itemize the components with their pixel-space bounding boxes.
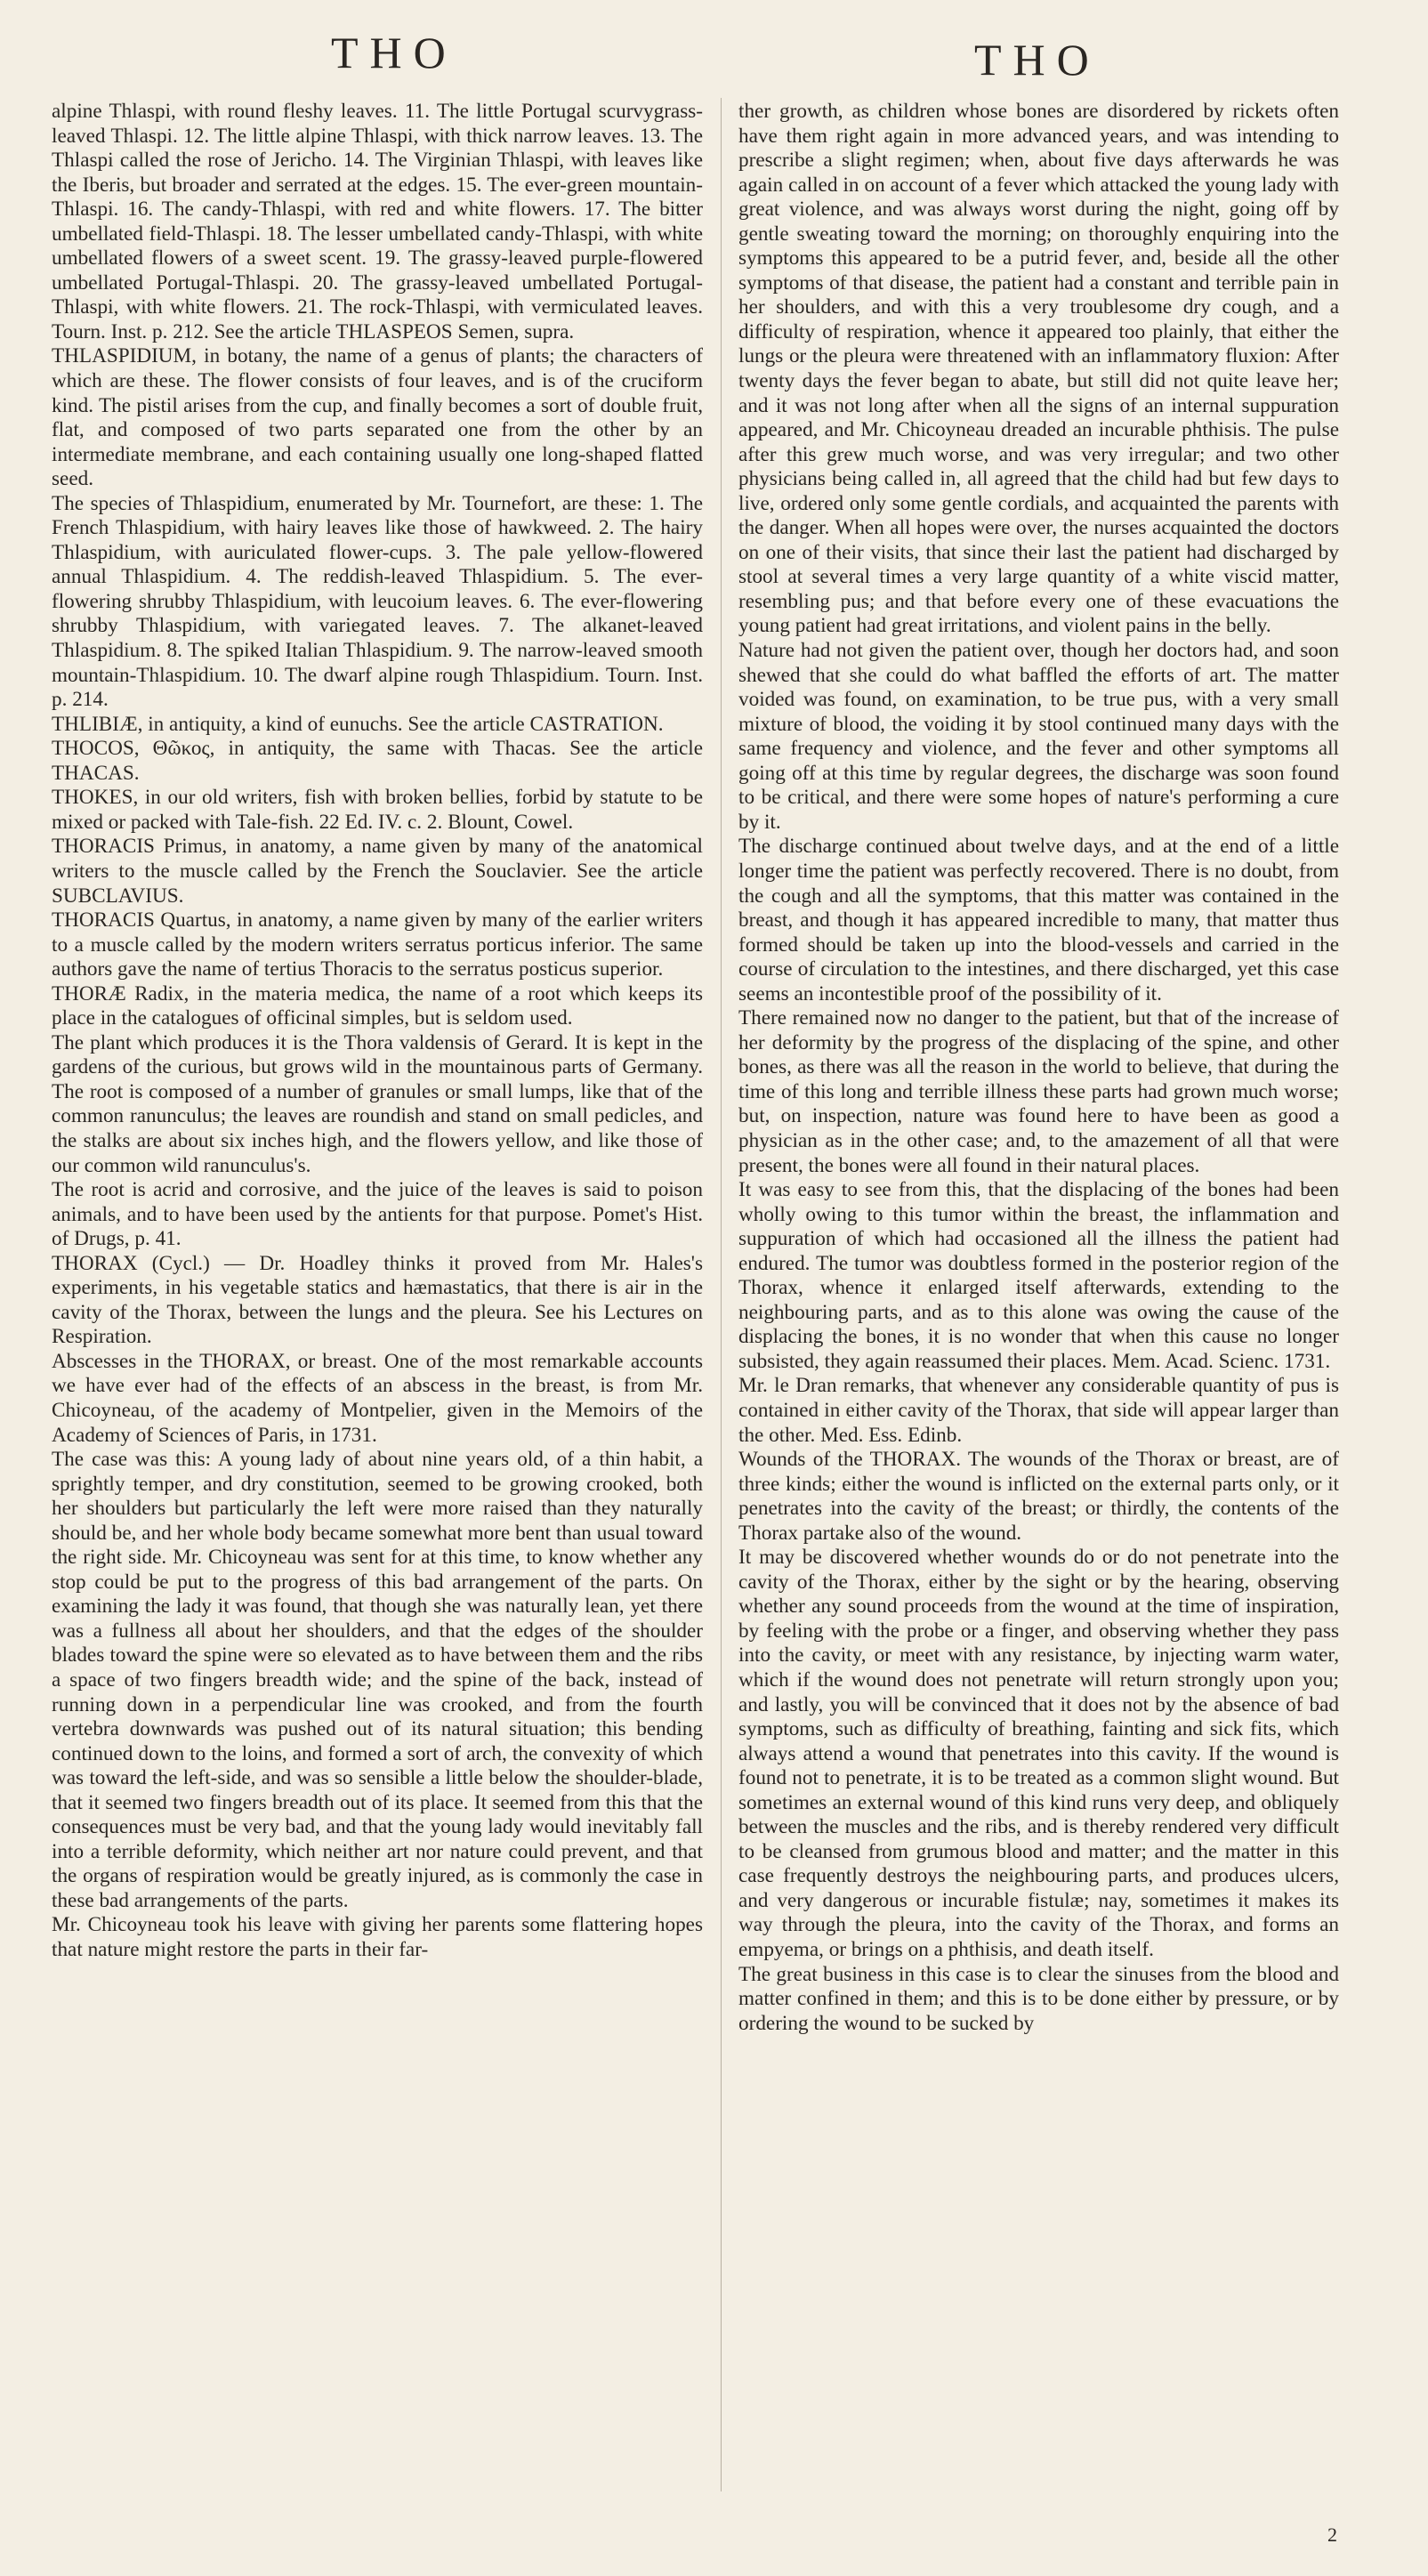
entry-wounds: Wounds of the THORAX. The wounds of the Thorax or breast, are of three kinds; either the wound is inflicted on the external parts only, or it penetrates into the cavity of the breast; or thirdly, the contents of the Thorax partake also of the wound. bbox=[738, 1448, 1339, 1545]
paragraph: Mr. Chicoyneau took his leave with giving her parents some flattering hopes that nature might restore the parts in their far- bbox=[52, 1913, 703, 1962]
paragraph: It may be discovered whether wounds do or do not penetrate into the cavity of the Thorax, either by the sight or by the hearing, observing whether any sound proceeds from the wound at the time of inspiration, by feeling with the probe or a finger, and observing whether they pass into the cavity, or meet with any resistance, by injecting warm water, which if the wound does not penetrate will return strongly upon you; and lastly, you will be convinced that it does not by the absence of bad symptoms, such as difficulty of breathing, fainting and sick fits, which always attend a wound that penetrates into this cavity. If the wound is found not to penetrate, it is to be treated as a common slight wound. But sometimes an external wound of this kind runs very deep, and obliquely between the muscles and the ribs, and is thereby rendered very difficult to be cleansed from grumous blood and matter; and the matter in this case frequently destroys the neighbouring parts, and produces ulcers, and very dangerous or incurable fistulæ; nay, sometimes it makes its way through the pleura, into the cavity of the Thorax, and forms an empyema, or brings on a phthisis, and death itself. bbox=[738, 1546, 1339, 1962]
paragraph: The case was this: A young lady of about nine years old, of a thin habit, a sprightly temper, and dry constitution, seemed to be growing crooked, both her shoulders but particularly the left were more raised than they naturally should be, and her whole body became somewhat more bent than usual toward the right side. Mr. Chicoyneau was sent for at this time, to know whether any stop could be put to the progress of this bad arrangement of the parts. On examining the lady it was found, that though she was naturally lean, yet there was a fullness all about her shoulders, and that the edges of the shoulder blades toward the spine were so elevated as to have between them and the ribs a space of two fingers breadth wide; and the spine of the back, instead of running down in a perpendicular line was crooked, and from the fourth vertebra downwards was pushed out of its natural situation; this bending continued down to the loins, and formed a sort of arch, the convexity of which was toward the left-side, and was so sensible a little below the shoulder-blade, that it seemed two fingers breadth out of its place. It seemed from this that the consequences must be very bad, and that the young lady would inevitably fall into a terrible deformity, which neither art nor nature could prevent, and that the organs of respiration would be greatly injured, as is commonly the case in these bad arrangements of the parts. bbox=[52, 1448, 703, 1912]
column-divider bbox=[721, 98, 722, 2491]
paragraph: Mr. le Dran remarks, that whenever any considerable quantity of pus is contained in either cavity of the Thorax, that side will appear larger than the other. Med. Ess. Edinb. bbox=[738, 1374, 1339, 1447]
entry-thlaspidium: THLASPIDIUM, in botany, the name of a genus of plants; the characters of which are these. The flower consists of four leaves, and is of the cruciform kind. The pistil arises from the cup, and finally becomes a sort of double fruit, flat, and composed of two parts separated one from the other by an intermediate membrane, and each containing usually one long-shaped flatted seed. bbox=[52, 344, 703, 491]
signature-mark: 2 bbox=[1327, 2524, 1337, 2546]
entry-thoracis-quartus: THORACIS Quartus, in anatomy, a name given by many of the earlier writers to a muscle called by the modern writers serratus porticus inferior. The same authors gave the name of tertius Thoracis to the serratus posticus superior. bbox=[52, 908, 703, 981]
paragraph: There remained now no danger to the patient, but that of the increase of her deformity by the progress of the displacing of the spine, and other bones, as there was all the reason in the world to believe, that during the time of this long and terrible illness these parts had grown much worse; but, on inspection, nature was found here to have been as good a physician as in the other case; and, to the amazement of all that were present, the bones were all found in their natural places. bbox=[738, 1006, 1339, 1177]
entry-thokes: THOKES, in our old writers, fish with broken bellies, forbid by statute to be mixed or packed with Tale-fish. 22 Ed. IV. c. 2. Blount, Cowel. bbox=[52, 786, 703, 834]
running-head-right: THO bbox=[974, 35, 1101, 85]
right-column bbox=[738, 100, 1339, 2036]
paragraph: alpine Thlaspi, with round fleshy leaves. 11. The little Portugal scurvygrass-leaved Thlaspi. 12. The little alpine Thlaspi, with thick narrow leaves. 13. The Thlaspi called the rose of Jericho. 14. The Virginian Thlaspi, with leaves like the Iberis, but broader and serrated at the edges. 15. The ever-green mountain-Thlaspi. 16. The candy-Thlaspi, with red and white flowers. 17. The bitter umbellated field-Thlaspi. 18. The lesser umbellated candy-Thlaspi, with white umbellated flowers of a sweet scent. 19. The grassy-leaved purple-flowered umbellated Portugal-Thlaspi. 20. The grassy-leaved umbellated Portugal-Thlaspi, with white flowers. 21. The rock-Thlaspi, with vermiculated leaves. Tourn. Inst. p. 212. See the article THLASPEOS Semen, supra. bbox=[52, 100, 703, 343]
paragraph: Nature had not given the patient over, though her doctors had, and soon shewed that she could do what baffled the efforts of art. The matter voided was found, on examination, to be true pus, with a very small mixture of blood, the voiding it by stool continued many days with the same frequency and violence, and the fever and other symptoms all going off at this time by regular degrees, the discharge was soon found to be critical, and there were some hopes of nature's performing a cure by it. bbox=[738, 639, 1339, 834]
entry-abscesses: Abscesses in the THORAX, or breast. One of the most remarkable accounts we have ever had of the effects of an abscess in the breast, is from Mr. Chicoyneau, of the academy of Montpelier, given in the Memoirs of the Academy of Sciences of Paris, in 1731. bbox=[52, 1349, 703, 1447]
paragraph: The root is acrid and corrosive, and the juice of the leaves is said to poison animals, and to have been used by the antients for that purpose. Pomet's Hist. of Drugs, p. 41. bbox=[52, 1178, 703, 1251]
running-head-left: THO bbox=[331, 28, 457, 77]
paragraph: It was easy to see from this, that the displacing of the bones had been wholly owing to this tumor within the breast, the inflammation and suppuration of which had occasioned all the illness the patient had endured. The tumor was doubtless formed in the posterior region of the Thorax, whence it enlarged itself afterwards, extending to the neighbouring parts, and as to this alone was owing the cause of the displacing the bones, it is no wonder that when this cause no longer subsisted, they again reassumed their places. Mem. Acad. Scienc. 1731. bbox=[738, 1178, 1339, 1373]
entry-thorax: THORAX (Cycl.) — Dr. Hoadley thinks it proved from Mr. Hales's experiments, in his vegetable statics and hæmastatics, that there is air in the cavity of the Thorax, between the lungs and the pleura. See his Lectures on Respiration. bbox=[52, 1251, 703, 1349]
entry-thlibiae: THLIBIÆ, in antiquity, a kind of eunuchs. See the article CASTRATION. bbox=[52, 712, 664, 736]
entry-thocos: THOCOS, Θῶκος, in antiquity, the same with Thacas. See the article THACAS. bbox=[52, 737, 703, 785]
paragraph: The discharge continued about twelve days, and at the end of a little longer time the patient was perfectly recovered. There is no doubt, from the cough and all the symptoms, that this matter was contained in the breast, and though it has appeared incredible to many, that matter thus formed should be taken up into the blood-vessels and carried in the course of circulation to the intestines, and there discharged, yet this case seems an incontestible proof of the possibility of it. bbox=[738, 835, 1339, 1005]
paragraph: The plant which produces it is the Thora valdensis of Gerard. It is kept in the gardens of the curious, but grows wild in the mountainous parts of Germany. The root is composed of a number of granules or small lumps, like that of the common ranunculus; the leaves are roundish and stand on small pedicles, and the stalks are about six inches high, and the flowers yellow, and like those of our common wild ranunculus's. bbox=[52, 1030, 703, 1177]
entry-thoracis-primus: THORACIS Primus, in anatomy, a name given by many of the anatomical writers to the muscle called by the French the Souclavier. See the article SUBCLAVIUS. bbox=[52, 835, 703, 908]
paragraph: The great business in this case is to clear the sinuses from the blood and matter confined in them; and this is to be done either by pressure, or by ordering the wound to be sucked by bbox=[738, 1962, 1339, 2035]
entry-thorae-radix: THORÆ Radix, in the materia medica, the name of a root which keeps its place in the catalogues of officinal simples, but is seldom used. bbox=[52, 981, 703, 1030]
left-column bbox=[52, 100, 703, 1963]
paragraph: The species of Thlaspidium, enumerated by Mr. Tournefort, are these: 1. The French Thlaspidium, with hairy leaves like those of hawkweed. 2. The hairy Thlaspidium, with auriculated flower-cups. 3. The pale yellow-flowered annual Thlaspidium. 4. The reddish-leaved Thlaspidium. 5. The ever-flowering shrubby Thlaspidium, with leucoium leaves. 6. The ever-flowering shrubby Thlaspidium, with variegated leaves. 7. The alkanet-leaved Thlaspidium. 8. The spiked Italian Thlaspidium. 9. The narrow-leaved smooth mountain-Thlaspidium. 10. The dwarf alpine rough Thlaspidium. Tourn. Inst. p. 214. bbox=[52, 491, 703, 712]
paragraph: ther growth, as children whose bones are disordered by rickets often have them right again in more advanced years, and was intending to prescribe a slight regimen; when, about five days afterwards he was again called in on account of a fever which attacked the young lady with great violence, and was always worst during the night, going off by gentle sweating toward the morning; on thoroughly enquiring into the symptoms this appeared to be a putrid fever, and, beside all the other symptoms of that disease, the patient had a constant and terrible pain in her shoulders, and with this a very troublesome dry cough, and a difficulty of respiration, whence it appeared too plainly, that either the lungs or the pleura were threatened with an inflammatory fluxion: After twenty days the fever began to abate, but still did not quite leave her; and it was not long after when all the signs of an internal suppuration appeared, and Mr. Chicoyneau dreaded an incurable phthisis. The pulse after this grew much worse, and was very irregular; and two other physicians being called in, all agreed that the child had but few days to live, ordered only some gentle cordials, and acquainted the parents with the danger. When all hopes were over, the nurses acquainted the doctors on one of their visits, that since their last the patient had discharged by stool at several times a very large quantity of a white viscid matter, resembling pus; and that before every one of these evacuations the young patient had great irritations, and violent pains in the belly. bbox=[738, 100, 1339, 638]
